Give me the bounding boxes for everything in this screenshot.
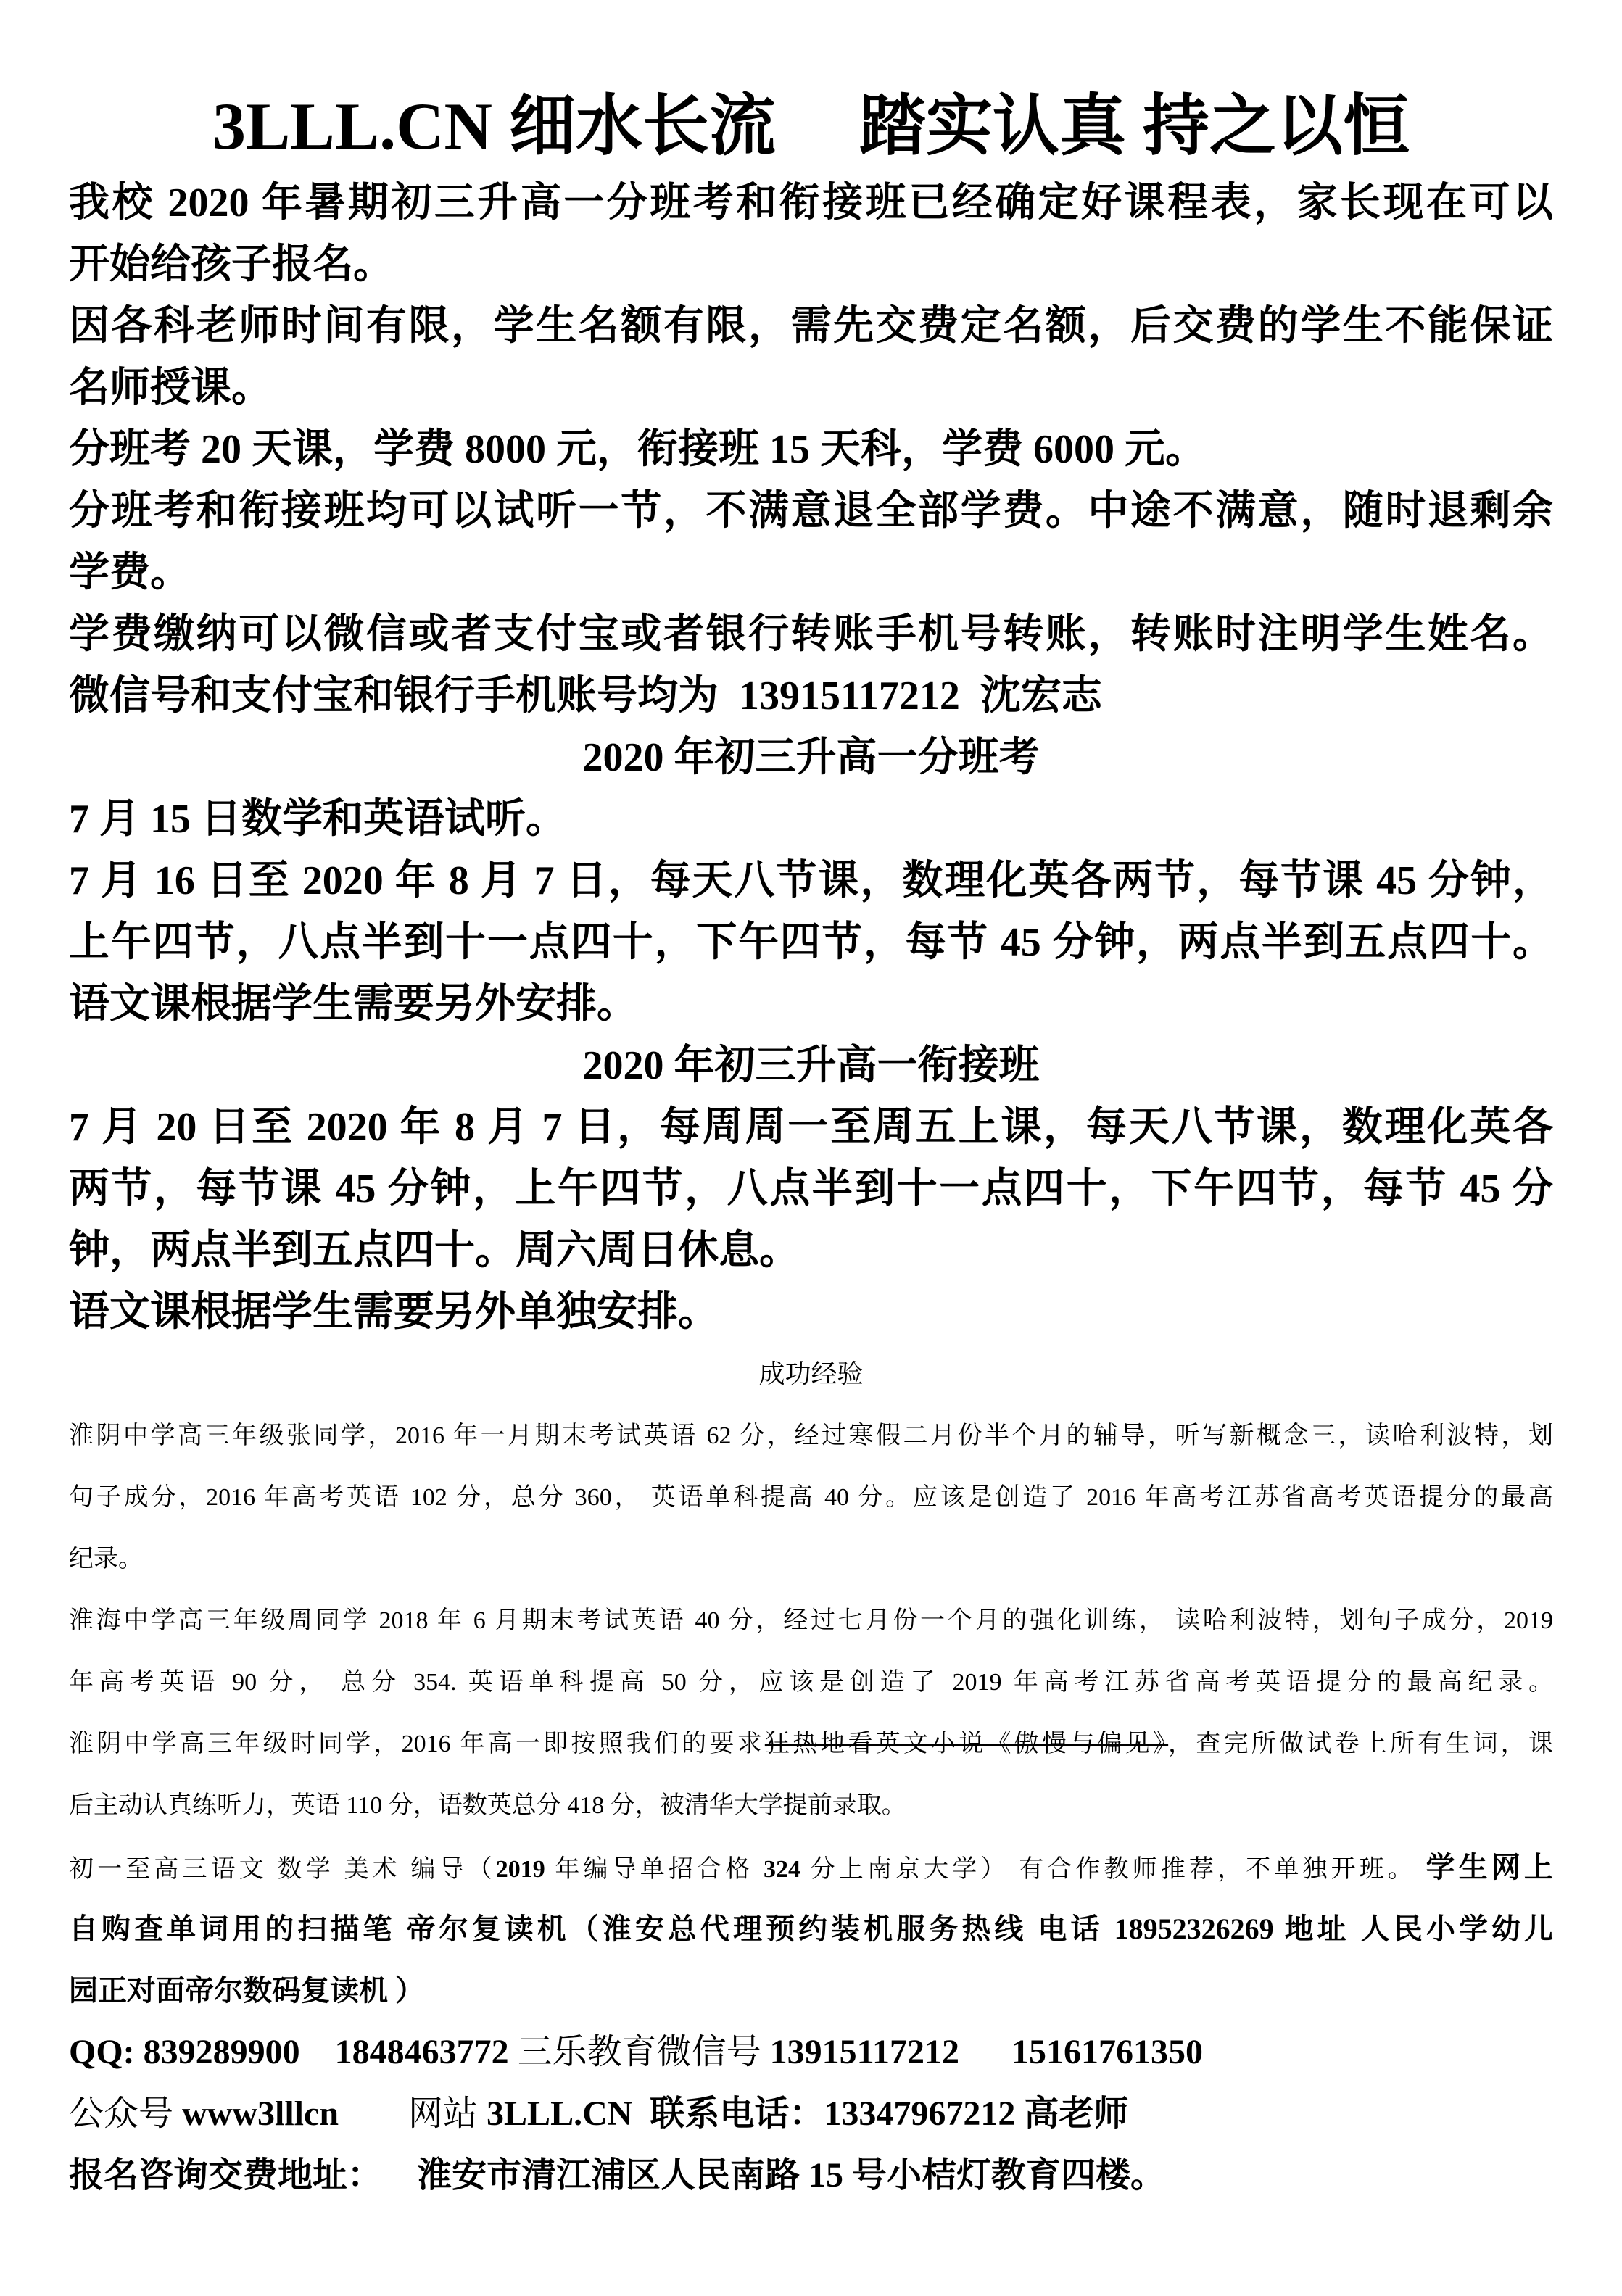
section-heading-placement-exam: 2020 年初三升高一分班考 [582,735,1040,780]
schedule-line: 语文课根据学生需要另外单独安排。 [69,1290,719,1335]
struck-text: 狂热地看英文小说《傲慢与偏见》 [764,1731,1169,1757]
schedule-line: 7 月 16 日至 2020 年 8 月 7 日，每天八节课，数理化英各两节，每节课 45 分钟， [69,858,1553,903]
text-segment: 3LLL.CN [487,2094,633,2133]
text-segment: 三乐教育微信号 [517,2033,770,2071]
text-segment [632,2094,650,2133]
text-segment: 年编导单招合格 [545,1856,764,1883]
page-title: 3LLL.CN 细水长流 踏实认真 持之以恒 [212,89,1410,163]
text-segment: www3lllcn [182,2094,339,2133]
scanner-pen-line: 园正对面帝尔数码复读机 ） [69,1974,424,2007]
text-segment: 初一至高三语文 数学 美术 编导（ [69,1856,496,1883]
text-segment: 2019 [495,1856,545,1883]
qq-wechat-contact-line [69,2021,1553,2083]
courses-line [69,1836,1553,1898]
story-line: 纪录。 [69,1546,143,1572]
payment-line: 学费缴纳可以微信或者支付宝或者银行转账手机号转账，转账时注明学生姓名。 [69,612,1553,657]
schedule-line: 上午四节，八点半到十一点四十，下午四节，每节 45 分钟，两点半到五点四十。 [69,920,1553,965]
refund-line: 分班考和衔接班均可以试听一节，不满意退全部学费。中途不满意，随时退剩余 [69,489,1553,534]
text-segment: 联系电话：13347967212 高老师 [650,2094,1129,2133]
intro-line: 我校 2020 年暑期初三升高一分班考和衔接班已经确定好课程表，家长现在可以 [69,181,1553,225]
text-segment: 324 [763,1856,800,1883]
notice-line: 因各科老师时间有限，学生名额有限，需先交费定名额，后交费的学生不能保证 [69,304,1553,349]
payment-account-line: 微信号和支付宝和银行手机账号均为 13915117212 沈宏志 [69,674,1102,718]
story-line: 淮阴中学高三年级张同学，2016 年一月期末考试英语 62 分，经过寒假二月份半个月的辅导，听写新概念三，读哈利波特，划 [69,1422,1553,1449]
tuition-line: 分班考 20 天课，学费 8000 元，衔接班 15 天科，学费 6000 元。 [69,427,1206,472]
schedule-line: 7 月 20 日至 2020 年 8 月 7 日，每周周一至周五上课，每天八节课，数理化英各 [69,1105,1553,1150]
address-line: 报名咨询交费地址： 淮安市清江浦区人民南路 15 号小桔灯教育四楼。 [69,2156,1166,2195]
schedule-line: 7 月 15 日数学和英语试听。 [69,797,566,842]
text-segment: 分上南京大学） 有合作教师推荐，不单独开班。 [800,1856,1426,1883]
story-line [69,1713,1553,1775]
website-contact-line [69,2083,1553,2144]
schedule-line: 两节，每节课 45 分钟，上午四节，八点半到十一点四十，下午四节，每节 45 分 [69,1166,1553,1211]
section-heading-bridge-class: 2020 年初三升高一衔接班 [582,1043,1040,1088]
text-segment: 淮阴中学高三年级时同学，2016 年高一即按照我们的要求 [69,1731,765,1757]
story-line: 后主动认真练听力，英语 110 分，语数英总分 418 分，被清华大学提前录取。 [69,1792,906,1819]
text-segment: 13915117212 15161761350 [769,2033,1204,2071]
text-segment: 网站 [339,2094,487,2133]
story-line: 淮海中学高三年级周同学 2018 年 6 月期末考试英语 40 分，经过七月份一个月的强化训练， 读哈利波特，划句子成分，2019 [69,1607,1553,1634]
document-body [69,173,1553,2206]
scanner-pen-line: 自购查单词用的扫描笔 帝尔复读机（淮安总代理预约装机服务热线 电话 18952326269 地址 人民小学幼儿 [69,1912,1553,1945]
text-segment: 学生网上 [1426,1851,1553,1883]
text-segment: QQ: 839289900 1848463772 [69,2033,518,2071]
refund-line: 学费。 [69,550,191,595]
text-segment: 公众号 [69,2094,183,2133]
schedule-line: 钟，两点半到五点四十。周六周日休息。 [69,1228,800,1273]
schedule-line: 语文课根据学生需要另外安排。 [69,982,637,1027]
story-line: 句子成分，2016 年高考英语 102 分，总分 360， 英语单科提高 40 分。应该是创造了 2016 年高考江苏省高考英语提分的最高 [69,1484,1553,1511]
notice-line: 名师授课。 [69,365,272,410]
story-line: 年高考英语 90 分， 总分 354. 英语单科提高 50 分，应该是创造了 2019 年高考江苏省高考英语提分的最高纪录。 [69,1669,1553,1696]
text-segment: ，查完所做试卷上所有生词，课 [1168,1731,1553,1757]
section-heading-success-stories: 成功经验 [758,1359,864,1388]
intro-line: 开始给孩子报名。 [69,242,394,287]
